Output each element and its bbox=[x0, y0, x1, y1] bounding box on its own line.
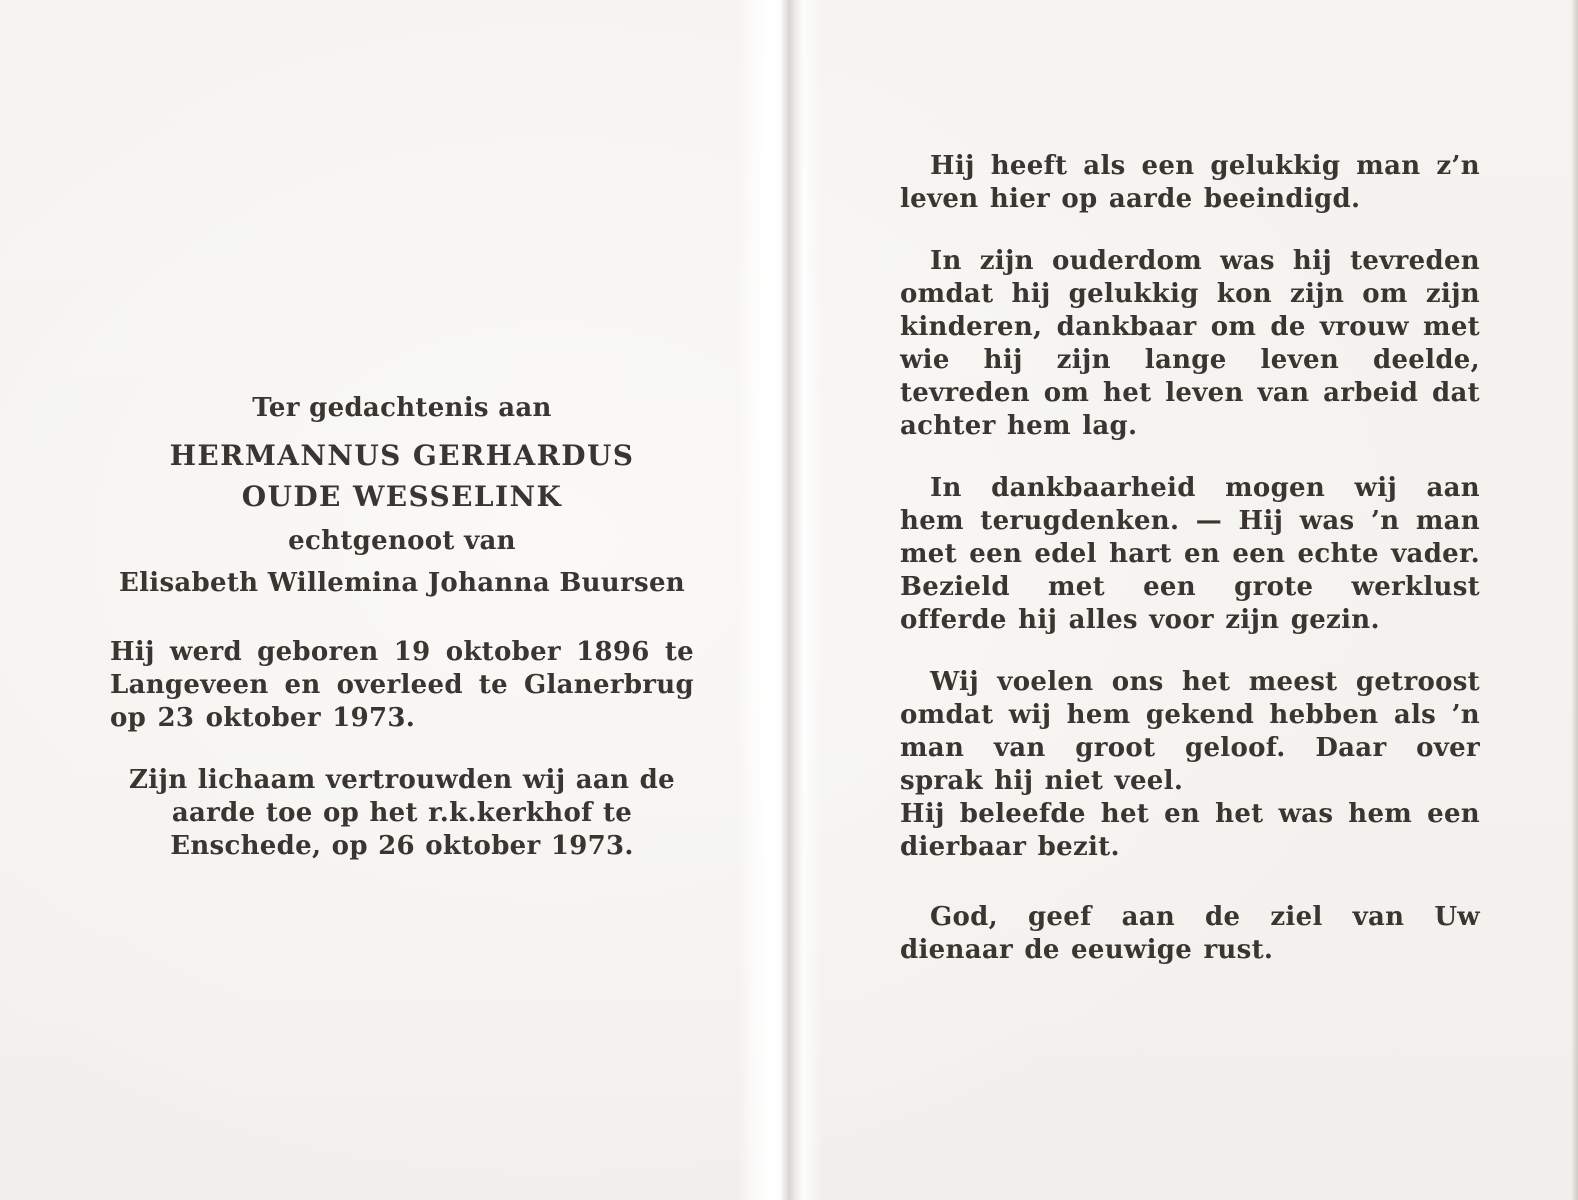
spouse-name: Elisabeth Willemina Johanna Buursen bbox=[118, 568, 685, 598]
right-page bbox=[900, 0, 1480, 996]
left-page bbox=[110, 0, 694, 892]
birth-death-paragraph: Hij werd geboren 19 oktober 1896 te Langeveen en overleed te Glanerbrug op 23 oktober 1973. bbox=[110, 637, 694, 733]
deceased-name-line2: OUDE WESSELINK bbox=[241, 480, 563, 513]
memorial-paragraph-4: Wij voelen ons het meest getroost omdat wij hem gekend hebben als ’n man van groot geloof. Daar over sprak hij niet veel. bbox=[900, 667, 1480, 796]
scan-right-edge bbox=[1571, 0, 1578, 1200]
deceased-name-line1: HERMANNUS GERHARDUS bbox=[169, 439, 635, 472]
memorial-paragraph-4-continued: Hij beleefde het en het was hem een dierbaar bezit. bbox=[900, 799, 1480, 862]
burial-paragraph: Zijn lichaam vertrouwden wij aan de aarde toe op het r.k.kerkhof te Enschede, op 26 oktober 1973. bbox=[129, 765, 675, 861]
closing-prayer: God, geef aan de ziel van Uw dienaar de eeuwige rust. bbox=[900, 902, 1480, 965]
memorial-paragraph-3: In dankbaarheid mogen wij aan hem terugdenken. — Hij was ’n man met een edel hart en een echte vader. Bezield met een grote werklust offerde hij alles voor zijn gezin. bbox=[900, 473, 1480, 635]
memorial-paragraph-1: Hij heeft als een gelukkig man z’n leven hier op aarde beeindigd. bbox=[900, 151, 1480, 214]
memorial-paragraph-2: In zijn ouderdom was hij tevreden omdat hij gelukkig kon zijn om zijn kinderen, dankbaar om de vrouw met wie hij zijn lange leven deelde, tevreden om het leven van arbeid dat achter hem lag. bbox=[900, 246, 1480, 441]
relation-line: echtgenoot van bbox=[288, 526, 516, 556]
intro-line: Ter gedachtenis aan bbox=[252, 393, 552, 423]
page-fold bbox=[738, 0, 822, 1200]
